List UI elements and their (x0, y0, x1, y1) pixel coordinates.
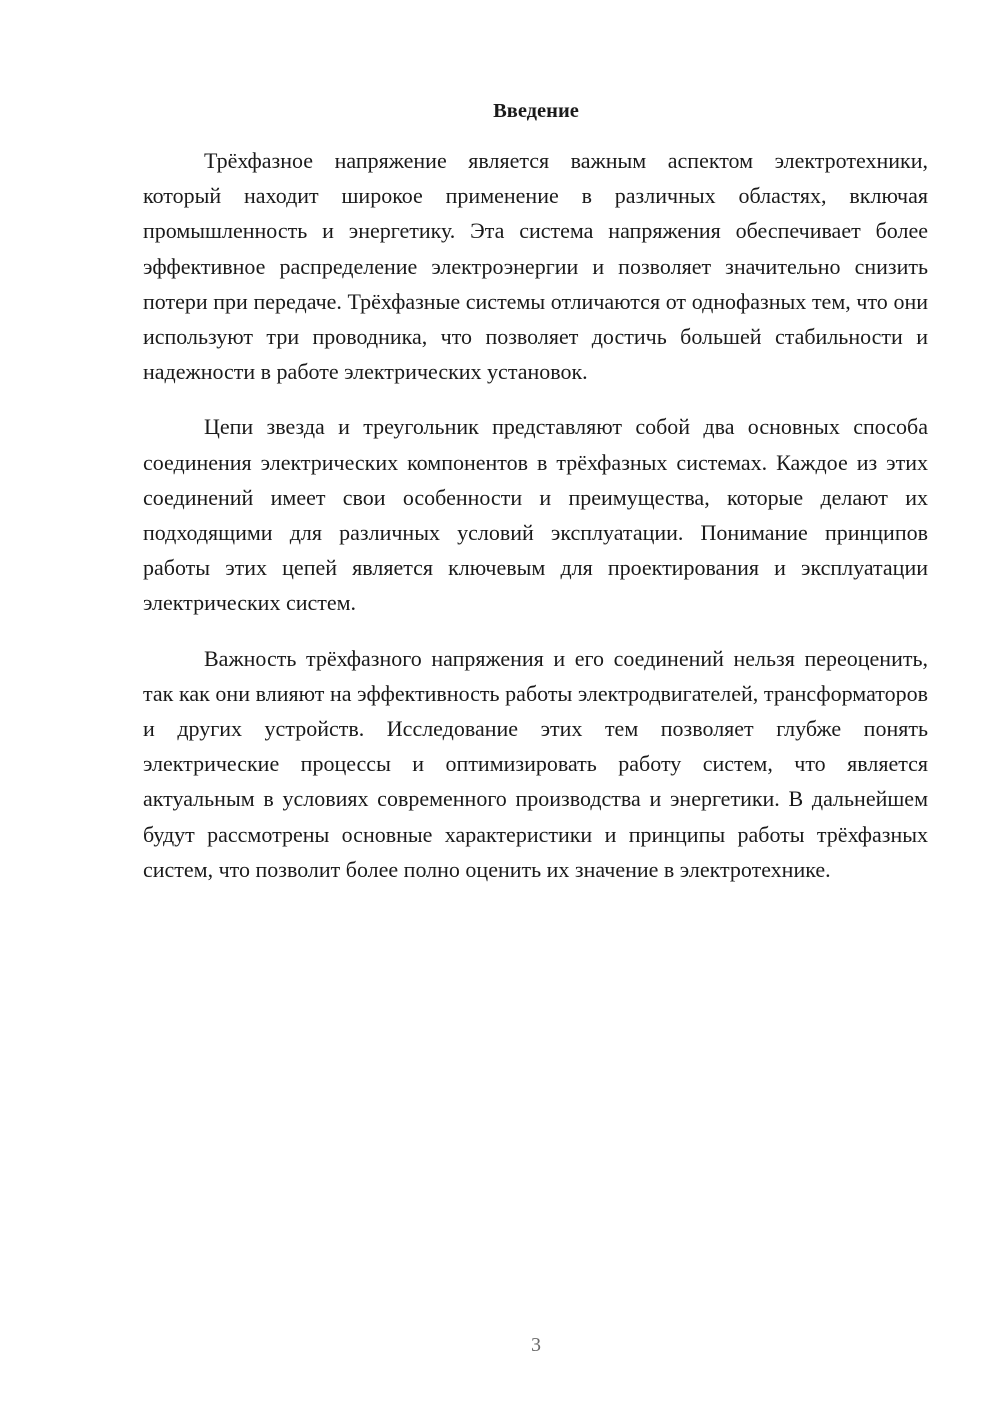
paragraph-circuits: Цепи звезда и треугольник представляют собой два основных способа соединения электрических компонентов в трёхфазных системах. Каждое из этих соединений имеет свои особенности и преимущества, которые делают их подходящими для различных условий эксплуатации. Понимание принципов работы этих цепей является ключевым для проектирования и эксплуатации электрических систем. (143, 414, 928, 616)
page-number: 3 (531, 1334, 541, 1356)
paragraph-importance: Важность трёхфазного напряжения и его соединений нельзя переоценить, так как они влияют на эффективность работы электродвигателей, трансформаторов и других устройств. Исследование этих тем позволяет глубже понять электрические процессы и оптимизировать работу систем, что является актуальным в условиях современного производства и энергетики. В дальнейшем будут рассмотрены основные характеристики и принципы работы трёхфазных систем, что позволит более полно оценить их значение в электротехнике. (143, 645, 928, 882)
section-title: Введение (493, 100, 579, 122)
paragraph-intro: Трёхфазное напряжение является важным аспектом электротехники, который находит широкое применение в различных областях, включая промышленность и энергетику. Эта система напряжения обеспечивает более эффективное распределение электроэнергии и позволяет значительно снизить потери при передаче. Трёхфазные системы отличаются от однофазных тем, что они используют три проводника, что позволяет достичь большей стабильности и надежности в работе электрических установок. (143, 148, 928, 385)
body-text (143, 143, 928, 907)
